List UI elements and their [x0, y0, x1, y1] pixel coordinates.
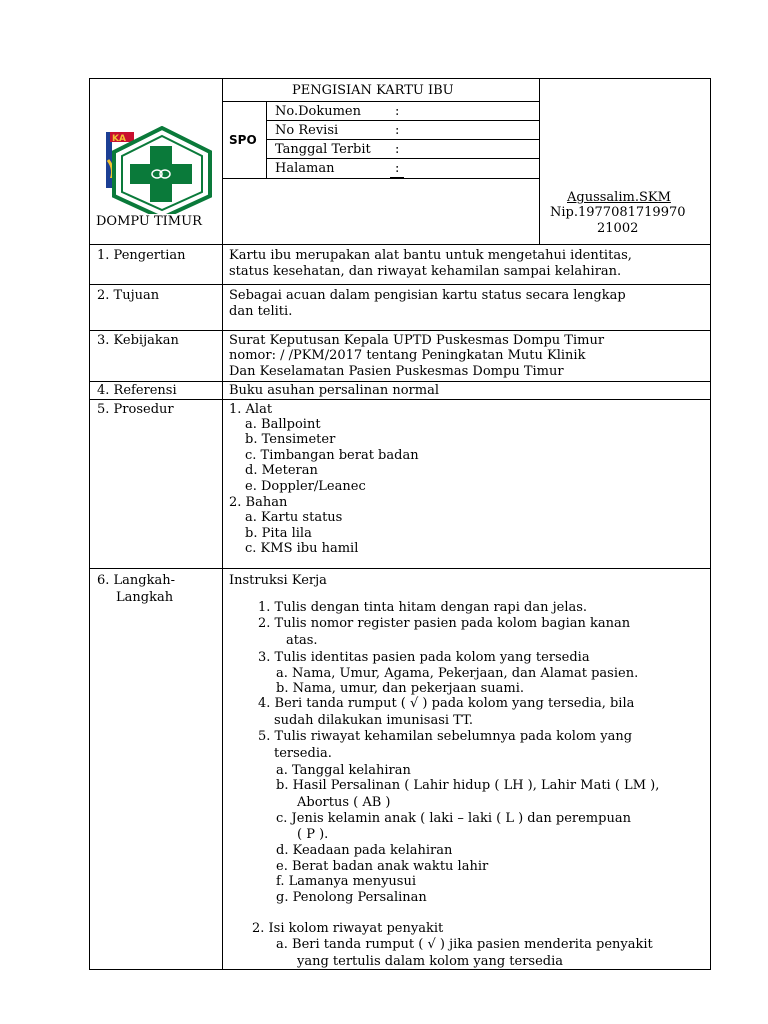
step-line: 3. Tulis identitas pasien pada kolom yang tersedia: [258, 650, 590, 665]
label-tujuan: 2. Tujuan: [97, 288, 160, 303]
field-value-no-dokumen: :: [395, 104, 400, 119]
alat-item: d. Meteran: [245, 463, 318, 478]
halaman-underline: [390, 177, 404, 178]
step-line: 5. Tulis riwayat kehamilan sebelumnya pada kolom yang: [258, 729, 633, 744]
row-line: [89, 381, 711, 382]
org-name: DOMPU TIMUR: [96, 214, 202, 229]
bahan-heading: 2. Bahan: [229, 495, 288, 510]
bahan-item: a. Kartu status: [245, 510, 343, 525]
step-line: d. Keadaan pada kelahiran: [276, 843, 453, 858]
header-title-underline: [222, 101, 540, 102]
table-border-bottom: [89, 969, 711, 970]
kebijakan-text: Dan Keselamatan Pasien Puskesmas Dompu Timur: [229, 364, 564, 379]
field-label-tanggal-terbit: Tanggal Terbit: [275, 142, 371, 157]
label-prosedur: 5. Prosedur: [97, 402, 174, 417]
field-row-line: [266, 158, 540, 159]
logo: [102, 126, 214, 214]
cross-horizontal: [130, 164, 192, 184]
label-referensi: 4. Referensi: [97, 383, 177, 398]
label-kebijakan: 3. Kebijakan: [97, 333, 179, 348]
step-line: tersedia.: [274, 746, 332, 761]
pengertian-text: status kesehatan, dan riwayat kehamilan sampai kelahiran.: [229, 264, 622, 279]
bahan-item: c. KMS ibu hamil: [245, 541, 359, 556]
pengertian-text: Kartu ibu merupakan alat bantu untuk mengetahui identitas,: [229, 248, 632, 263]
spo-label: SPO: [229, 133, 257, 147]
step-line: 2. Isi kolom riwayat penyakit: [252, 921, 444, 936]
step-line: atas.: [286, 633, 318, 648]
step-line: Abortus ( AB ): [297, 795, 391, 810]
signer-name: Agussalim.SKM: [567, 190, 671, 205]
step-line: a. Nama, Umur, Agama, Pekerjaan, dan Alamat pasien.: [276, 666, 639, 681]
alat-item: a. Ballpoint: [245, 417, 321, 432]
field-label-no-revisi: No Revisi: [275, 123, 339, 138]
alat-heading: 1. Alat: [229, 402, 273, 417]
field-label-no-dokumen: No.Dokumen: [275, 104, 361, 119]
step-line: 1. Tulis dengan tinta hitam dengan rapi dan jelas.: [258, 600, 588, 615]
header-divider-right: [539, 78, 540, 244]
step-line: e. Berat badan anak waktu lahir: [276, 859, 489, 874]
kebijakan-text: nomor: / /PKM/2017 tentang Peningkatan Mutu Klinik: [229, 348, 586, 363]
field-row-line: [266, 120, 540, 121]
table-border-left: [89, 78, 90, 970]
field-value-tanggal-terbit: :: [395, 142, 400, 157]
bahan-item: b. Pita lila: [245, 526, 312, 541]
referensi-text: Buku asuhan persalinan normal: [229, 383, 439, 398]
table-border-right: [710, 78, 711, 970]
row-line: [89, 330, 711, 331]
step-line: yang tertulis dalam kolom yang tersedia: [297, 954, 564, 969]
step-line: b. Nama, umur, dan pekerjaan suami.: [276, 681, 525, 696]
alat-item: e. Doppler/Leanec: [245, 479, 366, 494]
signer-nip-line1: Nip.1977081719970: [550, 205, 686, 220]
alat-item: b. Tensimeter: [245, 432, 336, 447]
alat-item: c. Timbangan berat badan: [245, 448, 419, 463]
step-line: 4. Beri tanda rumput ( √ ) pada kolom yang tersedia, bila: [258, 696, 635, 711]
column-divider: [222, 78, 223, 970]
table-border-top: [89, 78, 711, 79]
header-lower-line: [222, 178, 540, 179]
label-langkah-cont: Langkah: [116, 590, 174, 605]
field-value-halaman: :: [395, 161, 400, 176]
signer-nip-line2: 21002: [597, 221, 639, 236]
step-line: a. Tanggal kelahiran: [276, 763, 411, 778]
step-line: sudah dilakukan imunisasi TT.: [274, 713, 473, 728]
label-pengertian: 1. Pengertian: [97, 248, 186, 263]
step-line: 2. Tulis nomor register pasien pada kolom bagian kanan: [258, 616, 631, 631]
step-line: g. Penolong Persalinan: [276, 890, 427, 905]
step-line: b. Hasil Persalinan ( Lahir hidup ( LH ), Lahir Mati ( LM ),: [276, 778, 660, 793]
document-title: PENGISIAN KARTU IBU: [292, 83, 454, 98]
field-value-no-revisi: :: [395, 123, 400, 138]
row-line: [89, 284, 711, 285]
step-line: ( P ).: [297, 827, 329, 842]
tujuan-text: dan teliti.: [229, 304, 293, 319]
instruksi-heading: Instruksi Kerja: [229, 573, 327, 588]
label-langkah: 6. Langkah-: [97, 573, 176, 588]
step-line: f. Lamanya menyusui: [276, 874, 416, 889]
row-line: [89, 244, 711, 245]
kebijakan-text: Surat Keputusan Kepala UPTD Puskesmas Dompu Timur: [229, 333, 605, 348]
field-label-halaman: Halaman: [275, 161, 335, 176]
row-line: [89, 568, 711, 569]
field-row-line: [266, 139, 540, 140]
step-line: a. Beri tanda rumput ( √ ) jika pasien menderita penyakit: [276, 937, 653, 952]
emblem-text: KA: [112, 134, 126, 144]
row-line: [89, 399, 711, 400]
step-line: c. Jenis kelamin anak ( laki – laki ( L ) dan perempuan: [276, 811, 631, 826]
tujuan-text: Sebagai acuan dalam pengisian kartu status secara lengkap: [229, 288, 626, 303]
